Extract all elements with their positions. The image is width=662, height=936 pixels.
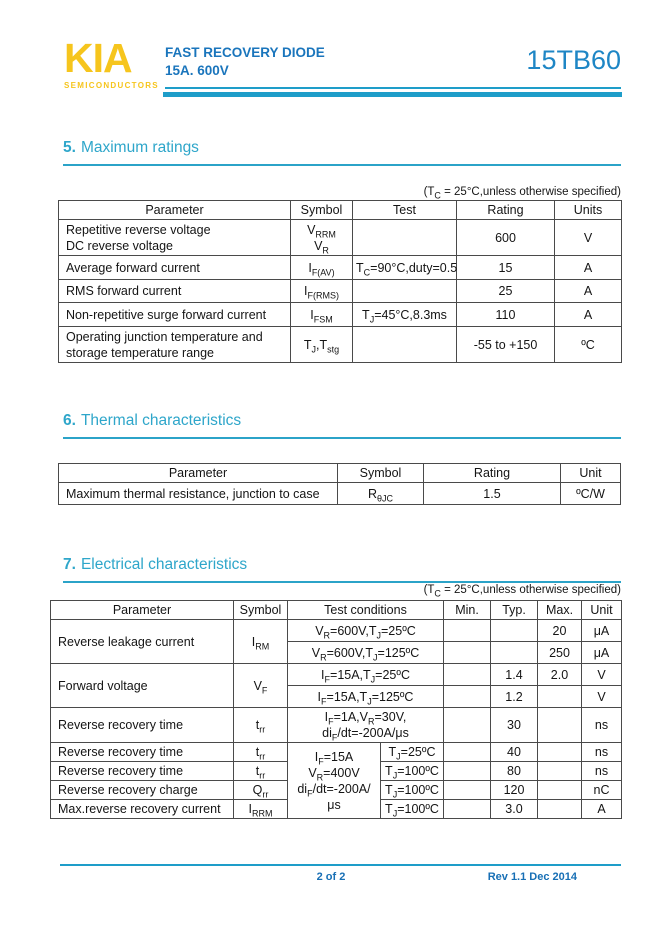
table-row	[59, 280, 622, 303]
col-header-typ: Typ.	[491, 601, 538, 620]
cell-symbol: $I_{F(AV)}$	[291, 256, 353, 280]
cell-min	[444, 642, 491, 664]
cell-symbol: $t_{rr}$	[234, 708, 288, 743]
section-title: Maximum ratings	[80, 139, 199, 156]
cell-symbol: $R_{\theta JC}$	[338, 483, 424, 505]
cell-min	[444, 800, 491, 819]
cell-unit: ns	[582, 762, 622, 781]
cell-min	[444, 762, 491, 781]
cell-test: $T_C=90^\circ C,duty=0.5$	[353, 256, 457, 280]
cell-rating: -55 to +150	[457, 327, 555, 363]
cell-unit: μA	[582, 620, 622, 642]
cell-parameter: Forward voltage	[51, 664, 234, 708]
cell-shared-conditions: $I_F=15A$ $V_R=400V$ $di_F/dt=-200A/\mu s$	[288, 743, 381, 819]
cell-symbol: $I_{FSM}$	[291, 303, 353, 327]
cell-symbol: $I_{F(RMS)}$	[291, 280, 353, 303]
cell-parameter: Non-repetitive surge forward current	[59, 303, 291, 327]
table-row	[59, 327, 622, 363]
cell-symbol: $T_J,T_{stg}$	[291, 327, 353, 363]
cell-units: V	[555, 220, 622, 256]
cell-symbol: $V_F$	[234, 664, 288, 708]
cell-unit: V	[582, 686, 622, 708]
col-header-units: Units	[555, 201, 622, 220]
cell-units: A	[555, 280, 622, 303]
cell-min	[444, 686, 491, 708]
section-number: 7.	[63, 556, 76, 573]
cell-min	[444, 781, 491, 800]
cell-max	[538, 762, 582, 781]
cell-parameter: Reverse recovery time	[51, 762, 234, 781]
cell-max	[538, 800, 582, 819]
cell-symbol: $t_{rr}$	[234, 762, 288, 781]
cell-conditions: $I_F=15A,T_J=25ºC$	[288, 664, 444, 686]
cell-max: 250	[538, 642, 582, 664]
table-row	[51, 664, 622, 686]
col-header-rating: Rating	[424, 464, 561, 483]
cell-max	[538, 686, 582, 708]
col-header-unit: Unit	[561, 464, 621, 483]
thermal-table	[58, 463, 621, 505]
cell-symbol: $Q_{rr}$	[234, 781, 288, 800]
table-row	[59, 220, 622, 256]
cell-parameter: Reverse recovery time	[51, 708, 234, 743]
page-number: 2 of 2	[316, 871, 346, 883]
cell-parameter: Average forward current	[59, 256, 291, 280]
cell-unit: nC	[582, 781, 622, 800]
cell-symbol: $V_{RRM}$ $V_R$	[291, 220, 353, 256]
cell-units: ºC	[555, 327, 622, 363]
cell-max: 20	[538, 620, 582, 642]
cell-typ: 1.2	[491, 686, 538, 708]
cell-typ: 30	[491, 708, 538, 743]
kia-logo	[64, 35, 159, 90]
section-title: Electrical characteristics	[80, 556, 248, 573]
logo-text: KIA	[64, 35, 132, 81]
cell-min	[444, 708, 491, 743]
cell-max: 2.0	[538, 664, 582, 686]
cell-symbol: $I_{RRM}$	[234, 800, 288, 819]
cell-parameter: Operating junction temperature and storage temperature range	[59, 327, 291, 363]
col-header-symbol: Symbol	[234, 601, 288, 620]
part-number: 15TB60	[526, 45, 621, 75]
cell-parameter: Max.reverse recovery current	[51, 800, 234, 819]
cell-parameter: Repetitive reverse voltage DC reverse voltage	[59, 220, 291, 256]
cell-condition-temp: $T_J=100ºC$	[381, 762, 444, 781]
revision-label: Rev 1.1 Dec 2014	[487, 871, 577, 883]
table-row	[51, 620, 622, 642]
section-heading-thermal	[63, 412, 621, 439]
cell-rating: 110	[457, 303, 555, 327]
cell-conditions: $I_F=15A,T_J=125ºC$	[288, 686, 444, 708]
cell-parameter: Reverse recovery time	[51, 743, 234, 762]
col-header-parameter: Parameter	[59, 201, 291, 220]
cell-unit: A	[582, 800, 622, 819]
cell-min	[444, 743, 491, 762]
table-row	[59, 303, 622, 327]
logo-subtext: SEMICONDUCTORS	[64, 81, 159, 90]
cell-parameter: Reverse leakage current	[51, 620, 234, 664]
cell-units: A	[555, 303, 622, 327]
col-header-min: Min.	[444, 601, 491, 620]
cell-unit: ns	[582, 743, 622, 762]
cell-max	[538, 781, 582, 800]
cell-max	[538, 708, 582, 743]
cell-units: A	[555, 256, 622, 280]
col-header-test-conditions: Test conditions	[288, 601, 444, 620]
col-header-parameter: Parameter	[51, 601, 234, 620]
cell-symbol: $I_{RM}$	[234, 620, 288, 664]
cell-condition-temp: $T_J=100ºC$	[381, 781, 444, 800]
table-header-row	[59, 201, 622, 220]
cell-min	[444, 620, 491, 642]
conditions-note: ($T_C$ = 25°C,unless otherwise specified)	[423, 186, 621, 201]
cell-parameter: Reverse recovery charge	[51, 781, 234, 800]
max-ratings-table	[58, 200, 622, 363]
cell-unit: ns	[582, 708, 622, 743]
section-title: Thermal characteristics	[80, 412, 242, 429]
col-header-test: Test	[353, 201, 457, 220]
cell-typ	[491, 642, 538, 664]
cell-typ: 80	[491, 762, 538, 781]
cell-unit: μA	[582, 642, 622, 664]
col-header-rating: Rating	[457, 201, 555, 220]
table-row	[51, 708, 622, 743]
table-row	[51, 743, 622, 762]
table-row	[59, 256, 622, 280]
cell-conditions: $V_R=600V,T_J=125ºC$	[288, 642, 444, 664]
col-header-symbol: Symbol	[338, 464, 424, 483]
cell-typ: 3.0	[491, 800, 538, 819]
footer-rule	[60, 864, 621, 866]
product-type: FAST RECOVERY DIODE	[165, 45, 325, 60]
cell-typ	[491, 620, 538, 642]
cell-conditions: $I_F=1A,V_R=30V$, $di_F/dt=-200A/\mu s$	[288, 708, 444, 743]
col-header-symbol: Symbol	[291, 201, 353, 220]
cell-unit: V	[582, 664, 622, 686]
cell-conditions: $V_R=600V,T_J=25ºC$	[288, 620, 444, 642]
cell-typ: 120	[491, 781, 538, 800]
cell-condition-temp: $T_J=25ºC$	[381, 743, 444, 762]
table-header-row	[51, 601, 622, 620]
section-heading-max-ratings	[63, 139, 621, 166]
cell-rating: 15	[457, 256, 555, 280]
table-header-row	[59, 464, 621, 483]
cell-parameter: RMS forward current	[59, 280, 291, 303]
product-title	[165, 44, 325, 80]
section-number: 6.	[63, 412, 76, 429]
header-rule-thin	[165, 87, 621, 89]
cell-test	[353, 220, 457, 256]
col-header-max: Max.	[538, 601, 582, 620]
product-rating: 15A. 600V	[165, 63, 229, 78]
header-rule-thick	[163, 92, 622, 97]
cell-max	[538, 743, 582, 762]
section-number: 5.	[63, 139, 76, 156]
cell-test: $T_J=45^\circ C,8.3ms$	[353, 303, 457, 327]
cell-parameter: Maximum thermal resistance, junction to case	[59, 483, 338, 505]
table-row	[59, 483, 621, 505]
col-header-unit: Unit	[582, 601, 622, 620]
conditions-note: ($T_C$ = 25°C,unless otherwise specified)	[423, 584, 621, 599]
cell-symbol: $t_{rr}$	[234, 743, 288, 762]
electrical-table	[50, 600, 622, 819]
cell-rating: 600	[457, 220, 555, 256]
cell-rating: 1.5	[424, 483, 561, 505]
cell-rating: 25	[457, 280, 555, 303]
cell-typ: 1.4	[491, 664, 538, 686]
cell-condition-temp: $T_J=100ºC$	[381, 800, 444, 819]
cell-test	[353, 327, 457, 363]
col-header-parameter: Parameter	[59, 464, 338, 483]
cell-unit: ºC/W	[561, 483, 621, 505]
section-heading-electrical	[63, 556, 621, 583]
cell-typ: 40	[491, 743, 538, 762]
cell-min	[444, 664, 491, 686]
cell-test	[353, 280, 457, 303]
